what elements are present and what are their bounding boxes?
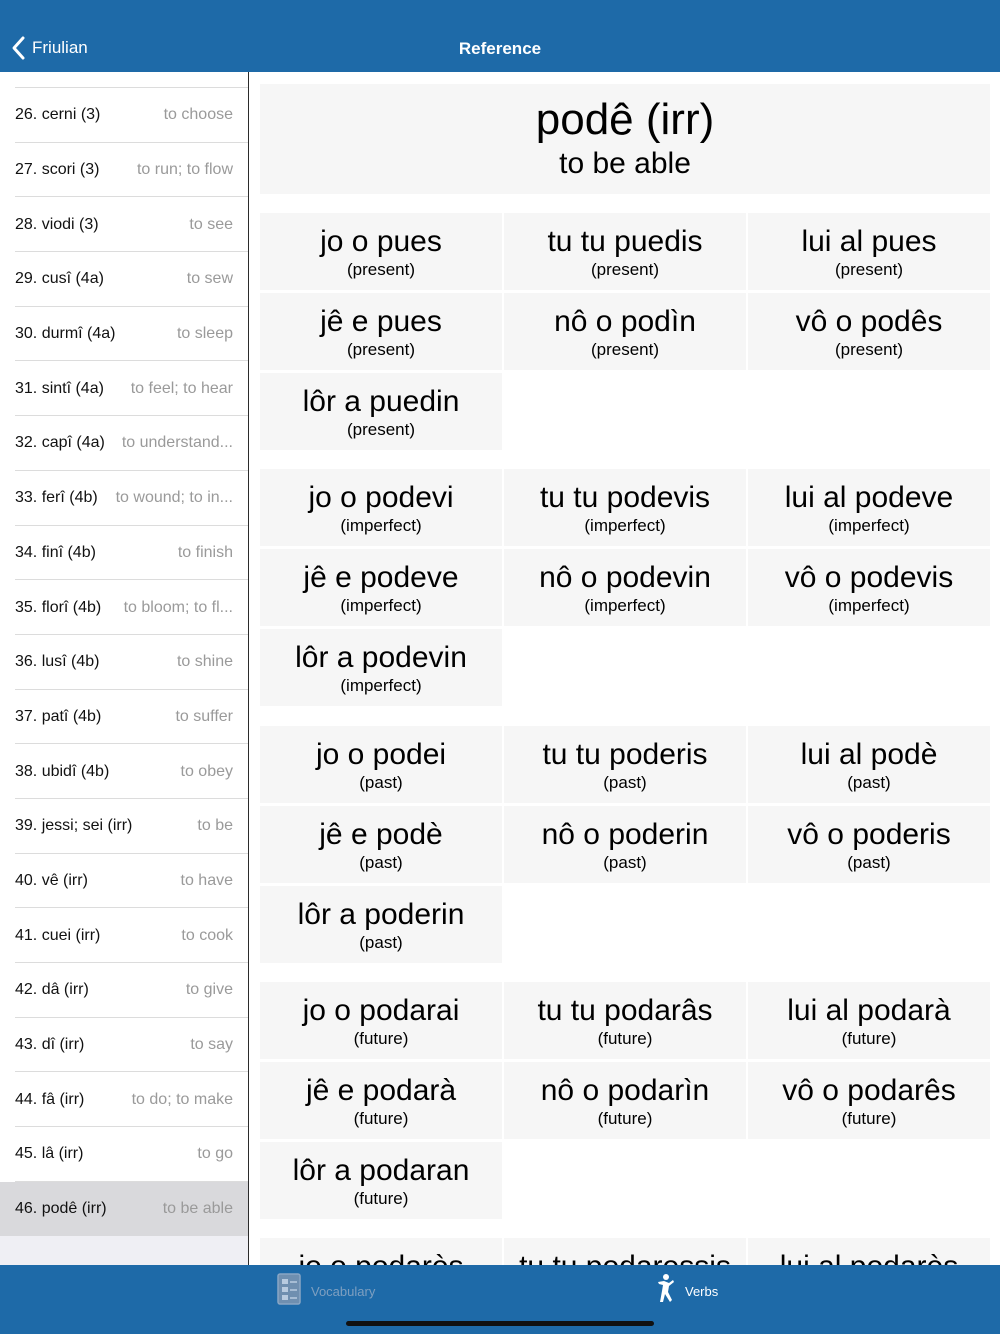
conjugated-form: jo o podei xyxy=(315,738,447,771)
verb-item-meaning: to do; to make xyxy=(131,1090,233,1108)
conjugated-form: nô o podìn xyxy=(554,305,696,338)
conjugation-cell xyxy=(504,806,746,883)
conjugated-form: jo o podevi xyxy=(308,481,454,514)
conjugated-form: lui al podè xyxy=(800,738,938,771)
verb-list-item[interactable] xyxy=(0,361,248,416)
conjugation-cell xyxy=(748,982,990,1059)
verb-item-meaning: to have xyxy=(180,871,233,889)
conjugated-form: lôr a poderin xyxy=(297,898,465,931)
verb-list-item[interactable] xyxy=(0,88,248,143)
conjugation-cell xyxy=(260,1142,502,1219)
conjugation-cell xyxy=(504,469,746,546)
verb-item-meaning: to choose xyxy=(163,106,233,124)
tense-label: (imperfect) xyxy=(828,596,910,615)
conjugated-form: vô o poderis xyxy=(787,818,951,851)
conjugated-form: vô o podês xyxy=(795,305,943,338)
verb-item-name: 42. dâ (irr) xyxy=(15,981,89,999)
verb-list-item[interactable] xyxy=(0,580,248,635)
conjugation-cell xyxy=(748,213,990,290)
conjugated-form: jê e podeve xyxy=(303,561,459,594)
verb-item-meaning: to run; to flow xyxy=(136,161,233,179)
tense-label: (future) xyxy=(353,1109,409,1128)
conjugated-form: jê e pues xyxy=(320,305,442,338)
verb-item-name: 37. patî (4b) xyxy=(15,707,102,725)
verb-list-item[interactable] xyxy=(0,635,248,690)
conjugation-cell xyxy=(504,982,746,1059)
verb-list-sidebar[interactable] xyxy=(0,72,249,1265)
verb-list-item[interactable] xyxy=(0,854,248,909)
conjugation-cell xyxy=(260,886,502,963)
verb-item-name: 39. jessi; sei (irr) xyxy=(15,817,133,835)
verb-item-name: 38. ubidî (4b) xyxy=(15,762,110,780)
verb-list xyxy=(0,88,248,1236)
home-indicator xyxy=(346,1321,654,1326)
conjugated-form: tu tu podevis xyxy=(539,481,711,514)
tense-label: (past) xyxy=(359,853,403,872)
tense-label: (future) xyxy=(353,1189,409,1208)
tense-label: (present) xyxy=(590,340,660,359)
conjugation-cell xyxy=(260,726,502,803)
verb-item-meaning: to be able xyxy=(162,1200,233,1218)
verb-item-meaning: to suffer xyxy=(175,707,233,725)
verb-item-meaning: to say xyxy=(190,1036,233,1054)
verb-item-name: 28. viodi (3) xyxy=(15,215,99,233)
tense-label: (imperfect) xyxy=(340,676,422,695)
list-top-separator xyxy=(15,72,248,88)
conjugation-cell xyxy=(260,373,502,450)
tense-label: (present) xyxy=(346,420,416,439)
tense-label: (past) xyxy=(603,773,647,792)
verb-item-name: 43. dî (irr) xyxy=(15,1036,85,1054)
conjugation-cell xyxy=(748,293,990,370)
verb-list-item[interactable] xyxy=(0,143,248,198)
verb-list-item[interactable] xyxy=(0,1072,248,1127)
conjugation-cell xyxy=(748,1062,990,1139)
tense-label: (imperfect) xyxy=(340,516,422,535)
tense-label: (present) xyxy=(346,260,416,279)
verb-item-name: 34. finî (4b) xyxy=(15,543,96,561)
conjugation-cell xyxy=(260,1062,502,1139)
verb-item-name: 29. cusî (4a) xyxy=(15,270,104,288)
verb-item-meaning: to feel; to hear xyxy=(130,379,233,397)
verb-item-name: 31. sintî (4a) xyxy=(15,379,104,397)
conjugation-cell xyxy=(260,469,502,546)
tense-label: (imperfect) xyxy=(584,596,666,615)
conjugated-form: nô o poderin xyxy=(541,818,709,851)
conjugated-form: nô o podevin xyxy=(539,561,711,594)
tense-label: (imperfect) xyxy=(340,596,422,615)
conjugation-cell xyxy=(504,293,746,370)
verb-header xyxy=(260,84,990,194)
conjugation-cell xyxy=(504,1062,746,1139)
conjugation-cell xyxy=(260,293,502,370)
conjugated-form: tu tu podarâs xyxy=(537,994,713,1027)
conjugation-cell xyxy=(260,629,502,706)
conjugation-cell xyxy=(748,806,990,883)
verb-item-name: 26. cerni (3) xyxy=(15,106,101,124)
conjugated-form: jê e podè xyxy=(319,818,443,851)
verb-item-meaning: to be xyxy=(197,817,233,835)
conjugated-form: lôr a puedin xyxy=(302,385,460,418)
navigation-bar xyxy=(0,0,1000,72)
verb-item-name: 32. capî (4a) xyxy=(15,434,105,452)
verb-item-name: 36. lusî (4b) xyxy=(15,653,100,671)
conjugation-cell xyxy=(260,806,502,883)
verb-item-name: 41. cuei (irr) xyxy=(15,926,101,944)
conjugated-form: vô o podevis xyxy=(784,561,954,594)
conjugated-form: lui al podarà xyxy=(787,994,951,1027)
tense-label: (future) xyxy=(597,1109,653,1128)
verb-item-meaning: to finish xyxy=(177,543,233,561)
conjugated-form: jê e podarà xyxy=(305,1074,457,1107)
conjugation-cell xyxy=(504,213,746,290)
verb-item-meaning: to shine xyxy=(176,653,233,671)
verb-list-item[interactable] xyxy=(0,252,248,307)
tab-verbs-label: Verbs xyxy=(685,1284,719,1299)
conjugation-panel[interactable] xyxy=(250,72,1000,1265)
verb-item-name: 46. podê (irr) xyxy=(15,1200,107,1218)
verb-list-item[interactable] xyxy=(0,471,248,526)
conjugated-form: jo o pues xyxy=(320,225,442,258)
back-label: Friulian xyxy=(32,38,88,57)
tense-label: (present) xyxy=(590,260,660,279)
verb-list-item[interactable] xyxy=(0,963,248,1018)
tab-verbs[interactable] xyxy=(655,1273,718,1310)
verb-list-item[interactable] xyxy=(0,197,248,252)
tab-vocabulary[interactable] xyxy=(277,1273,375,1310)
conjugation-cell xyxy=(260,982,502,1059)
conjugation-cell xyxy=(260,549,502,626)
tense-label: (present) xyxy=(834,260,904,279)
verb-item-meaning: to bloom; to fl... xyxy=(123,598,233,616)
verbs-figure-icon xyxy=(655,1273,675,1310)
verb-list-item[interactable] xyxy=(0,908,248,963)
conjugated-form: vô o podarês xyxy=(782,1074,956,1107)
tab-vocabulary-label: Vocabulary xyxy=(311,1284,376,1299)
verb-item-meaning: to give xyxy=(185,981,233,999)
verb-item-meaning: to obey xyxy=(180,762,233,780)
conjugated-form: lôr a podevin xyxy=(295,641,467,674)
vocabulary-icon xyxy=(277,1273,301,1310)
conjugation-cell xyxy=(504,726,746,803)
conjugated-form: lui al podeve xyxy=(784,481,954,514)
verb-item-name: 33. ferî (4b) xyxy=(15,489,98,507)
conjugated-form: jo o podarai xyxy=(302,994,460,1027)
conjugation-cell xyxy=(748,469,990,546)
tense-label: (past) xyxy=(359,773,403,792)
verb-list-item[interactable] xyxy=(0,1018,248,1073)
verb-list-item[interactable] xyxy=(0,1127,248,1182)
verb-item-meaning: to understand... xyxy=(121,434,233,452)
tense-label: (past) xyxy=(847,853,891,872)
verb-item-name: 44. fâ (irr) xyxy=(15,1090,85,1108)
verb-infinitive: podê (irr) xyxy=(535,95,715,144)
tense-label: (present) xyxy=(834,340,904,359)
verb-item-meaning: to cook xyxy=(181,926,233,944)
tense-label: (present) xyxy=(346,340,416,359)
tense-label: (past) xyxy=(847,773,891,792)
conjugation-cell xyxy=(748,726,990,803)
conjugated-form: lôr a podaran xyxy=(292,1154,470,1187)
verb-list-item[interactable] xyxy=(0,307,248,362)
conjugation-cell xyxy=(260,213,502,290)
verb-item-name: 40. vê (irr) xyxy=(15,871,88,889)
verb-list-item[interactable] xyxy=(0,526,248,581)
verb-list-item[interactable] xyxy=(0,416,248,471)
verb-list-item[interactable] xyxy=(0,1182,248,1237)
tense-label: (future) xyxy=(841,1029,897,1048)
verb-item-name: 35. florî (4b) xyxy=(15,598,102,616)
conjugated-form: lui al pues xyxy=(801,225,937,258)
verb-list-item[interactable] xyxy=(0,690,248,745)
tense-label: (past) xyxy=(603,853,647,872)
verb-item-meaning: to wound; to in... xyxy=(115,489,233,507)
verb-item-name: 27. scori (3) xyxy=(15,161,100,179)
tense-label: (future) xyxy=(597,1029,653,1048)
verb-item-meaning: to sleep xyxy=(176,325,233,343)
conjugation-cell xyxy=(748,549,990,626)
verb-item-meaning: to go xyxy=(197,1145,233,1163)
conjugation-cell xyxy=(504,549,746,626)
tense-label: (imperfect) xyxy=(828,516,910,535)
verb-list-item[interactable] xyxy=(0,799,248,854)
verb-item-meaning: to sew xyxy=(186,270,233,288)
verb-item-meaning: to see xyxy=(189,215,233,233)
conjugated-form: tu tu puedis xyxy=(547,225,703,258)
tense-label: (future) xyxy=(353,1029,409,1048)
conjugated-form: tu tu poderis xyxy=(542,738,708,771)
tense-label: (past) xyxy=(359,933,403,952)
tense-label: (imperfect) xyxy=(584,516,666,535)
verb-item-name: 45. lâ (irr) xyxy=(15,1145,84,1163)
verb-list-item[interactable] xyxy=(0,744,248,799)
verb-meaning: to be able xyxy=(559,147,691,180)
page-title: Reference xyxy=(458,39,542,58)
conjugated-form: nô o podarìn xyxy=(540,1074,710,1107)
tense-label: (future) xyxy=(841,1109,897,1128)
verb-item-name: 30. durmî (4a) xyxy=(15,325,116,343)
